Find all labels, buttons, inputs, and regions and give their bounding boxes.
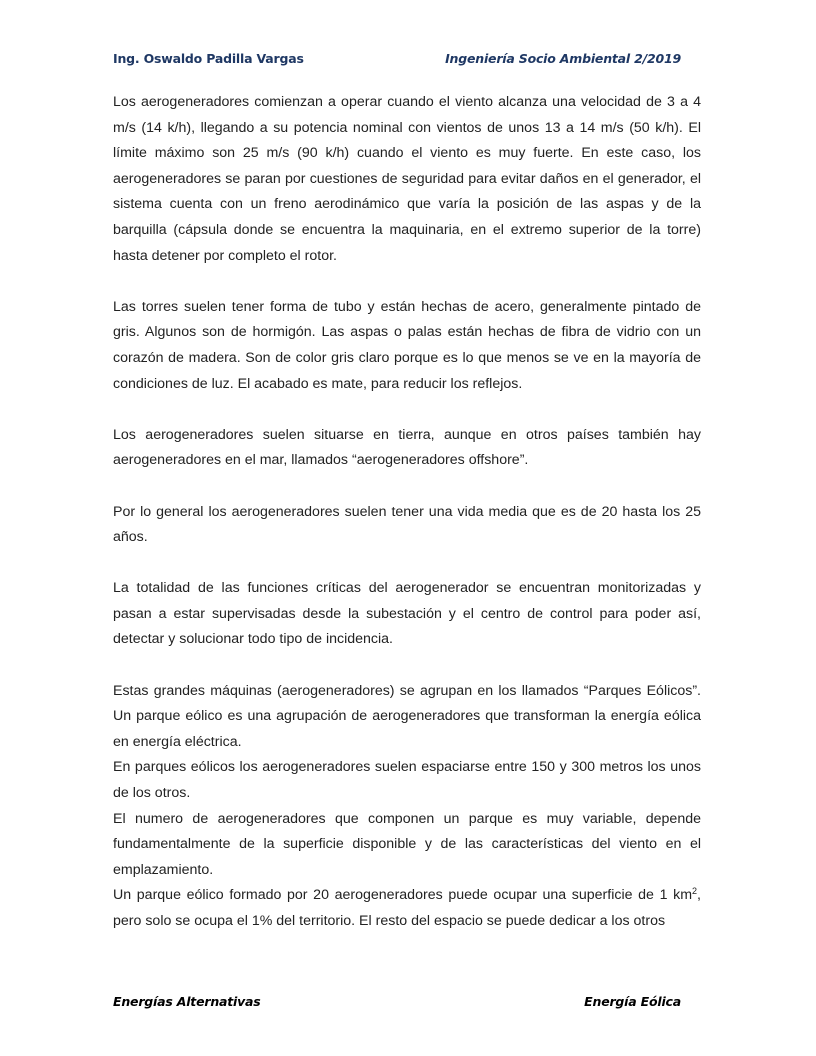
paragraph-spacing: En parques eólicos los aerogeneradores suelen espaciarse entre 150 y 300 metros los unos de los otros.	[113, 759, 701, 802]
document-body	[113, 90, 701, 935]
header-course: Ingeniería Socio Ambiental 2/2019	[445, 51, 681, 66]
superscript-square: 2	[692, 886, 698, 897]
paragraph-land-use	[113, 883, 701, 934]
land-use-text-end: , pero solo se ocupa el 1% del territorio. El resto del espacio se puede dedicar a los otros	[113, 887, 701, 929]
paragraph-monitoring: La totalidad de las funciones críticas del aerogenerador se encuentran monitorizadas y pasan a estar supervisadas desde la subestación y el centro de control para poder así, detectar y solucionar todo tipo de incidencia.	[113, 580, 701, 648]
land-use-text-start: Un parque eólico formado por 20 aerogeneradores puede ocupar una superficie de 1 km	[113, 887, 693, 904]
paragraph-wind-farms: Estas grandes máquinas (aerogeneradores) se agrupan en los llamados “Parques Eólicos”. Un parque eólico es una agrupación de aerogeneradores que transforman la energía eólica en energía eléctrica.	[113, 682, 701, 750]
footer-subject: Energías Alternativas	[113, 994, 261, 1009]
footer-topic: Energía Eólica	[584, 994, 681, 1009]
paragraph-operation-speeds: Los aerogeneradores comienzan a operar cuando el viento alcanza una velocidad de 3 a 4 m/s (14 k/h), llegando a su potencia nominal con vientos de unos 13 a 14 m/s (50 k/h). El límite máximo son 25 m/s (90 k/h) cuando el viento es muy fuerte. En este caso, los aerogeneradores se paran por cuestiones de seguridad para evitar daños en el generador, el sistema cuenta con un freno aerodinámico que varía la posición de las aspas y de la barquilla (cápsula donde se encuentra la maquinaria, en el extremo superior de la torre) hasta detener por completo el rotor.	[113, 94, 701, 264]
paragraph-location: Los aerogeneradores suelen situarse en tierra, aunque en otros países también hay aerogeneradores en el mar, llamados “aerogeneradores offshore”.	[113, 426, 701, 469]
paragraph-farm-size: El numero de aerogeneradores que componen un parque es muy variable, depende fundamentalmente de la superficie disponible y de las características del viento en el emplazamiento.	[113, 810, 701, 878]
paragraph-lifespan: Por lo general los aerogeneradores suelen tener una vida media que es de 20 hasta los 25 años.	[113, 503, 701, 546]
page-footer	[113, 994, 681, 1009]
paragraph-tower-materials: Las torres suelen tener forma de tubo y están hechas de acero, generalmente pintado de gris. Algunos son de hormigón. Las aspas o palas están hechas de fibra de vidrio con un corazón de madera. Son de color gris claro porque es lo que menos se ve en la mayoría de condiciones de luz. El acabado es mate, para reducir los reflejos.	[113, 298, 701, 392]
header-author: Ing. Oswaldo Padilla Vargas	[113, 51, 304, 66]
page-header	[113, 51, 681, 66]
